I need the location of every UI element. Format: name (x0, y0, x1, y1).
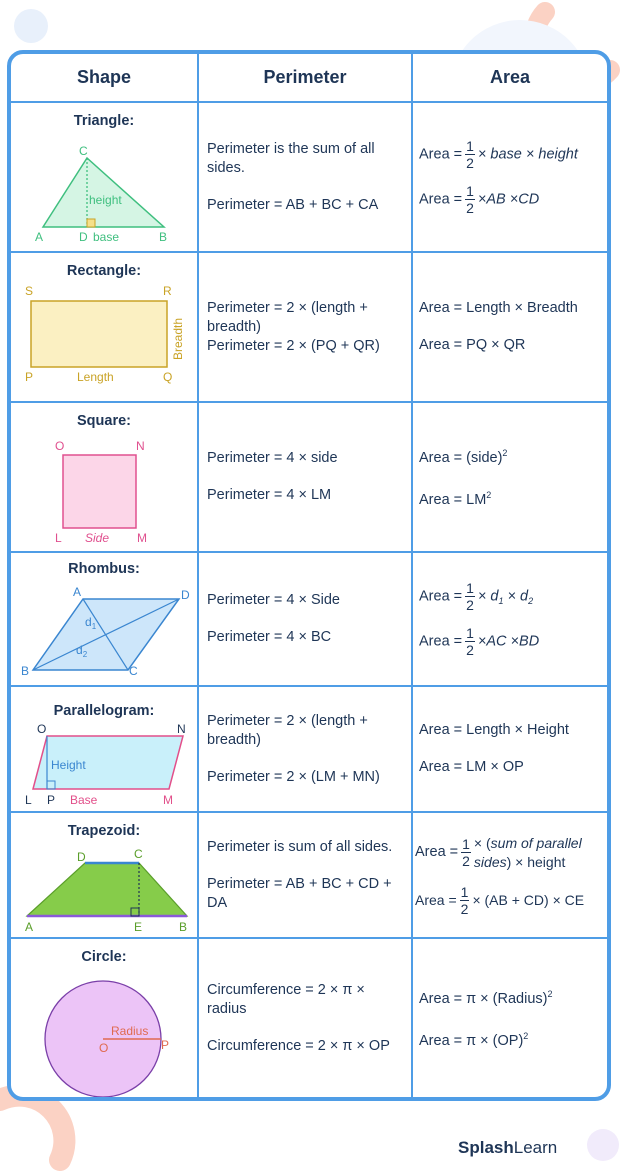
shape-cell (11, 553, 197, 685)
svg-text:d2: $d_2$ (76, 643, 88, 659)
rectangle-figure (11, 253, 197, 403)
shape-cell (11, 103, 197, 251)
area-cell (413, 403, 607, 551)
circle-label-o: O (99, 1041, 109, 1055)
perimeter-formula: Perimeter = 2 × (length + breadth) (207, 299, 368, 335)
area-formula: Area = $\frac{1}{2}$ × $d_1 \times d_2$ (419, 580, 534, 613)
area-formula: Area = $\frac{1}{2}$ × (sum of parallel sides) × height (415, 834, 582, 870)
table-row-circle (11, 939, 607, 1097)
perimeter-formula: Perimeter = AB + BC + CA (207, 196, 379, 213)
para-label-l: L (25, 793, 32, 807)
shape-name: Rectangle: (66, 263, 142, 279)
header-shape: Shape (76, 67, 132, 87)
table-row-trapezoid (11, 813, 607, 939)
header-area: Area (489, 67, 531, 87)
area-formula-2: Area = PQ × QR (419, 337, 526, 353)
perimeter-formula: Perimeter = AB + BC + CD + DA (207, 875, 392, 911)
perimeter-formula-2: Perimeter = 2 × (PQ + QR) (207, 337, 380, 354)
table-row-rhombus (11, 553, 607, 687)
triangle-label-d: D (79, 230, 88, 244)
perimeter-formula: Perimeter = 2 × (length + breadth) (207, 712, 368, 748)
rect-label-length: Length (77, 370, 114, 384)
para-label-p: P (47, 793, 56, 807)
shape-name: Trapezoid: (67, 823, 141, 839)
trap-label-a: A (25, 920, 34, 934)
rect-label-q: Q (163, 370, 173, 384)
area-cell (413, 687, 607, 811)
rect-label-p: P (25, 370, 34, 384)
triangle-label-height: height (89, 193, 122, 207)
circle-label-radius: Radius (111, 1024, 149, 1038)
para-label-n: N (177, 722, 186, 736)
circumference-formula-2: Circumference = 2 × π × OP (207, 1037, 390, 1054)
shape-cell (11, 403, 197, 551)
perimeter-formula: Perimeter = 4 × Side (207, 592, 340, 608)
area-formula-2: Area = π × (OP)$^2$ (419, 1031, 529, 1049)
area-formula-2: Area = $\frac{1}{2}$ ×AB ×CD (419, 183, 540, 216)
trap-label-b: B (179, 920, 188, 934)
rect-label-r: R (163, 284, 172, 298)
rect-label-s: S (25, 284, 34, 298)
area-formula-2: Area = $\frac{1}{2}$ × (AB + CD) × CE (415, 883, 585, 917)
square-label-o: O (55, 439, 65, 453)
shape-cell (11, 939, 197, 1097)
rect-label-breadth: Breadth (171, 317, 185, 360)
table-row-rectangle (11, 253, 607, 403)
header-perimeter: Perimeter (263, 67, 347, 87)
area-formula: Area = Length × Breadth (419, 300, 578, 316)
area-formula-2: Area = $LM^2$ (419, 490, 492, 508)
square-label-n: N (136, 439, 145, 453)
area-formula-2: Area = LM × OP (419, 759, 524, 775)
svg-text:d1: $d_1$ (85, 615, 97, 631)
triangle-figure (11, 103, 197, 253)
shape-cell (11, 253, 197, 401)
shape-cell (11, 813, 197, 937)
area-cell (413, 103, 607, 251)
table-header-row (11, 54, 607, 103)
perimeter-cell (199, 403, 411, 551)
para-label-m: M (163, 793, 173, 807)
rhombus-label-d1: d (85, 615, 92, 629)
trap-label-c: C (134, 847, 143, 861)
shape-cell (11, 687, 197, 811)
triangle-label-a: A (35, 230, 44, 244)
shape-name: Circle: (81, 949, 127, 965)
shapes-formula-table (7, 50, 611, 1101)
perimeter-line: Perimeter is the sum of all sides. (207, 140, 375, 176)
triangle-label-c: C (79, 144, 88, 158)
perimeter-formula: Perimeter = 4 × side (207, 450, 338, 466)
area-formula: Area = Length × Height (419, 722, 569, 738)
shape-name: Triangle: (73, 113, 135, 129)
area-cell (413, 813, 607, 937)
perimeter-cell (199, 553, 411, 685)
perimeter-cell (199, 103, 411, 251)
square-label-m: M (137, 531, 147, 545)
circumference-formula: Circumference = 2 × π × radius (207, 981, 365, 1017)
splashlearn-logo: SplashLearn (458, 1138, 558, 1157)
perimeter-formula-2: Perimeter = 2 × (LM + MN) (207, 768, 380, 785)
shape-name: Square: (77, 413, 131, 429)
table-row-parallelogram (11, 687, 607, 813)
shape-name: Rhombus: (68, 561, 140, 577)
area-cell (413, 939, 607, 1097)
table-row-triangle (11, 103, 607, 253)
trap-label-e: E (134, 920, 143, 934)
circle-figure (11, 939, 197, 1097)
trap-label-d: D (77, 850, 86, 864)
trapezoid-figure (11, 813, 197, 939)
area-formula: Area = π × (Radius)$^2$ (419, 989, 553, 1007)
rhombus-label-d: D (181, 588, 190, 602)
circle-label-p: P (161, 1038, 170, 1052)
rhombus-figure (11, 553, 197, 687)
square-label-side: Side (85, 531, 110, 545)
table-row-square (11, 403, 607, 553)
rhombus-label-c: C (129, 664, 138, 678)
square-label-l: L (55, 531, 62, 545)
area-formula: Area = (side)$^2$ (419, 448, 508, 466)
area-formula-2: Area = $\frac{1}{2}$ ×AC ×BD (419, 625, 540, 658)
parallelogram-figure (11, 687, 197, 813)
para-label-height: Height (51, 758, 86, 772)
para-label-base: Base (70, 793, 98, 807)
square-figure (11, 403, 197, 553)
para-label-o: O (37, 722, 47, 736)
rhombus-label-d2: d (76, 643, 83, 657)
perimeter-cell (199, 687, 411, 811)
perimeter-formula-2: Perimeter = 4 × LM (207, 487, 332, 503)
area-cell (413, 553, 607, 685)
triangle-label-b: B (159, 230, 168, 244)
triangle-label-base: base (93, 230, 120, 244)
rhombus-label-a: A (73, 585, 82, 599)
perimeter-cell (199, 939, 411, 1097)
perimeter-cell (199, 813, 411, 937)
area-formula: Area = $\frac{1}{2}$ × base × height (419, 138, 578, 171)
rhombus-label-b: B (21, 664, 30, 678)
perimeter-formula-2: Perimeter = 4 × BC (207, 629, 332, 645)
shape-name: Parallelogram: (53, 703, 155, 719)
area-cell (413, 253, 607, 401)
perimeter-cell (199, 253, 411, 401)
perimeter-line: Perimeter is sum of all sides. (207, 838, 393, 855)
